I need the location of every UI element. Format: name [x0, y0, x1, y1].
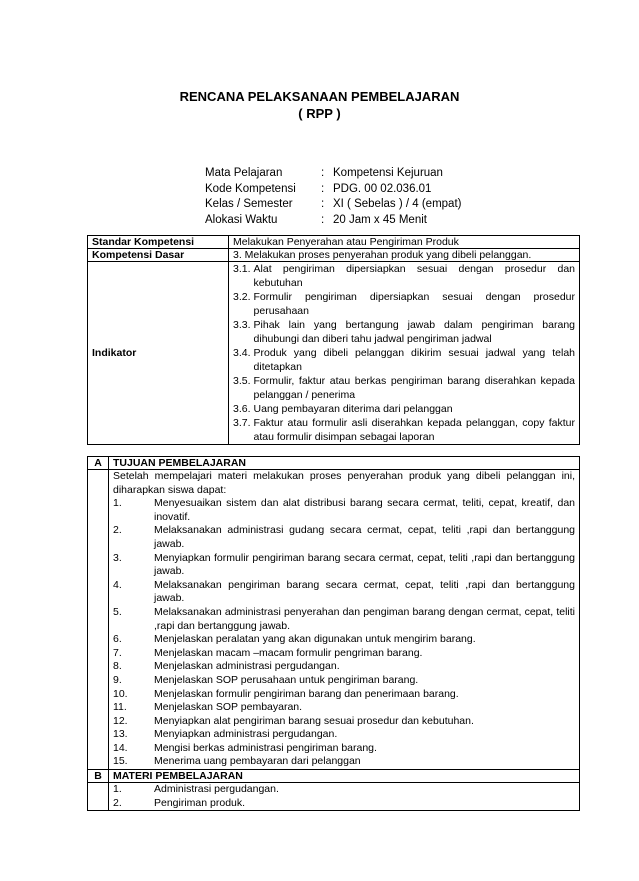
- indikator-label: Indikator: [88, 262, 229, 445]
- list-text: Menjelaskan formulir pengiriman barang dan penerimaan barang.: [154, 687, 459, 700]
- document-title: [0, 88, 639, 122]
- list-text: Menjelaskan SOP pembayaran.: [154, 701, 303, 714]
- meta-key: Alokasi Waktu: [205, 213, 278, 226]
- meta-value: PDG. 00 02.036.01: [333, 182, 432, 195]
- list-item: [113, 783, 575, 797]
- indikator-text: Pihak lain yang bertangung jawab dalam pengiriman barang dihubungi dan diberi tahu jadwal pengiriman jadwal: [253, 319, 575, 345]
- indikator-text: Formulir, faktur atau berkas pengiriman barang diserahkan kepada pelanggan / penerima: [253, 375, 575, 401]
- indikator-item: [233, 402, 575, 416]
- meta-colon: :: [321, 198, 325, 210]
- materi-heading: MATERI PEMBELAJARAN: [109, 770, 580, 783]
- table-row: [88, 783, 580, 811]
- list-text: Menyiapkan alat pengiriman barang sesuai prosedur dan kebutuhan.: [154, 714, 474, 727]
- list-item: [113, 647, 575, 661]
- list-number: 2.: [113, 524, 122, 537]
- meta-key: Mata Pelajaran: [205, 167, 283, 179]
- list-text: Melaksanakan pengiriman barang secara cermat, cepat, teliti ,rapi dan bertanggung jawab.: [154, 578, 575, 605]
- meta-key: Kode Kompetensi: [205, 182, 296, 195]
- list-item: [113, 797, 575, 811]
- indikator-number: 3.3.: [233, 319, 251, 331]
- list-text: Menjelaskan macam –macam formulir pengriman barang.: [154, 646, 423, 659]
- list-number: 15.: [113, 755, 128, 768]
- list-item: [113, 701, 575, 715]
- list-text: Menyiapkan formulir pengiriman barang secara cermat, cepat, teliti ,rapi dan bertanggung jawab.: [154, 551, 575, 578]
- list-number: 1.: [113, 497, 122, 510]
- list-text: Menjelaskan SOP perusahaan untuk pengiriman barang.: [154, 673, 419, 686]
- list-number: 13.: [113, 728, 128, 741]
- indikator-item: [233, 346, 575, 374]
- indikator-text: Formulir pengiriman dipersiapkan sesuai dengan prosedur perusahaan: [253, 291, 575, 317]
- indikator-text: Faktur atau formulir asli diserahkan kepada pelanggan, copy faktur atau formulir disimpan sebagai laporan: [253, 417, 575, 443]
- indikator-number: 3.1.: [233, 263, 251, 275]
- meta-key: Kelas / Semester: [205, 198, 293, 210]
- table-row: [88, 470, 580, 770]
- list-number: 10.: [113, 687, 128, 700]
- list-number: 14.: [113, 741, 128, 754]
- indikator-list: [229, 262, 580, 445]
- list-text: Administrasi pergudangan.: [154, 783, 279, 796]
- table-row: [88, 457, 580, 470]
- indikator-text: Alat pengiriman dipersiapkan sesuai dengan prosedur dan kebutuhan: [253, 263, 575, 289]
- list-item: [113, 524, 575, 551]
- list-item: [113, 579, 575, 606]
- list-item: [113, 728, 575, 742]
- kd-label: Kompetensi Dasar: [88, 249, 229, 262]
- meta-row: [205, 182, 461, 198]
- table-row: [88, 262, 580, 445]
- list-number: 6.: [113, 633, 122, 646]
- indikator-item: [233, 318, 575, 346]
- list-text: Menjelaskan administrasi pergudangan.: [154, 660, 340, 673]
- section-letter-cell: [88, 783, 109, 811]
- list-number: 3.: [113, 551, 122, 564]
- indikator-text: Uang pembayaran diterima dari pelanggan: [253, 403, 453, 415]
- meta-row: [205, 166, 461, 182]
- list-number: 2.: [113, 796, 122, 809]
- list-text: Menerima uang pembayaran dari pelanggan: [154, 755, 361, 768]
- meta-row: [205, 197, 461, 213]
- section-letter-a: A: [88, 457, 109, 470]
- meta-block: [205, 166, 461, 228]
- list-item: [113, 755, 575, 769]
- list-item: [113, 674, 575, 688]
- meta-value: XI ( Sebelas ) / 4 (empat): [333, 198, 462, 210]
- indikator-item: [233, 416, 575, 444]
- meta-colon: :: [321, 167, 325, 179]
- list-number: 5.: [113, 605, 122, 618]
- table-row: [88, 770, 580, 783]
- kd-value: 3. Melakukan proses penyerahan produk yang dibeli pelanggan.: [229, 249, 580, 262]
- list-text: Menyiapkan administrasi pergudangan.: [154, 728, 338, 741]
- competency-table: [87, 235, 580, 445]
- indikator-number: 3.5.: [233, 375, 251, 387]
- list-number: 7.: [113, 646, 122, 659]
- list-number: 1.: [113, 783, 122, 796]
- sk-label: Standar Kompetensi: [88, 236, 229, 249]
- section-letter-b: B: [88, 770, 109, 783]
- list-text: Menyesuaikan sistem dan alat distribusi barang secara cermat, teliti, cepat, kreatif, dan inovatif.: [154, 497, 575, 523]
- tujuan-body: [109, 470, 580, 770]
- tujuan-intro: Setelah mempelajari materi melakukan proses penyerahan produk yang dibeli pelanggan ini, diharapkan siswa dapat:: [113, 470, 575, 496]
- meta-row: [205, 213, 461, 229]
- list-number: 4.: [113, 578, 122, 591]
- indikator-item: [233, 262, 575, 290]
- list-item: [113, 633, 575, 647]
- table-row: [88, 249, 580, 262]
- indikator-number: 3.6.: [233, 403, 251, 415]
- indikator-text: Produk yang dibeli pelanggan dikirim sesuai jadwal yang telah ditetapkan: [253, 347, 575, 373]
- list-item: [113, 552, 575, 579]
- list-text: Mengisi berkas administrasi pengiriman barang.: [154, 741, 377, 754]
- table-row: [88, 236, 580, 249]
- list-text: Melaksanakan administrasi penyerahan dan pengiman barang dengan cermat, cepat, teliti ,rapi dan bertanggung jawab.: [154, 605, 575, 632]
- list-number: 8.: [113, 660, 122, 673]
- list-item: [113, 497, 575, 524]
- list-item: [113, 660, 575, 674]
- title-line-1: RENCANA PELAKSANAAN PEMBELAJARAN: [179, 89, 460, 104]
- list-item: [113, 688, 575, 702]
- list-item: [113, 715, 575, 729]
- indikator-number: 3.2.: [233, 291, 251, 303]
- indikator-number: 3.4.: [233, 347, 251, 359]
- list-number: 12.: [113, 714, 128, 727]
- list-number: 9.: [113, 673, 122, 686]
- meta-colon: :: [321, 182, 325, 195]
- tujuan-heading: TUJUAN PEMBELAJARAN: [109, 457, 580, 470]
- list-text: Pengiriman produk.: [154, 796, 246, 809]
- sk-value: Melakukan Penyerahan atau Pengiriman Produk: [229, 236, 580, 249]
- title-line-2: ( RPP ): [298, 106, 341, 121]
- meta-value: 20 Jam x 45 Menit: [333, 213, 427, 226]
- meta-value: Kompetensi Kejuruan: [333, 167, 443, 179]
- list-text: Menjelaskan peralatan yang akan digunakan untuk mengirim barang.: [154, 633, 476, 646]
- list-item: [113, 606, 575, 633]
- meta-colon: :: [321, 213, 325, 226]
- section-letter-cell: [88, 470, 109, 770]
- indikator-item: [233, 290, 575, 318]
- list-item: [113, 742, 575, 756]
- indikator-item: [233, 374, 575, 402]
- objectives-table: [87, 456, 580, 811]
- list-number: 11.: [113, 701, 127, 714]
- list-text: Melaksanakan administrasi gudang secara cermat, cepat, teliti ,rapi dan bertanggung jawab.: [154, 524, 575, 550]
- indikator-number: 3.7.: [233, 417, 251, 429]
- materi-body: [109, 783, 580, 811]
